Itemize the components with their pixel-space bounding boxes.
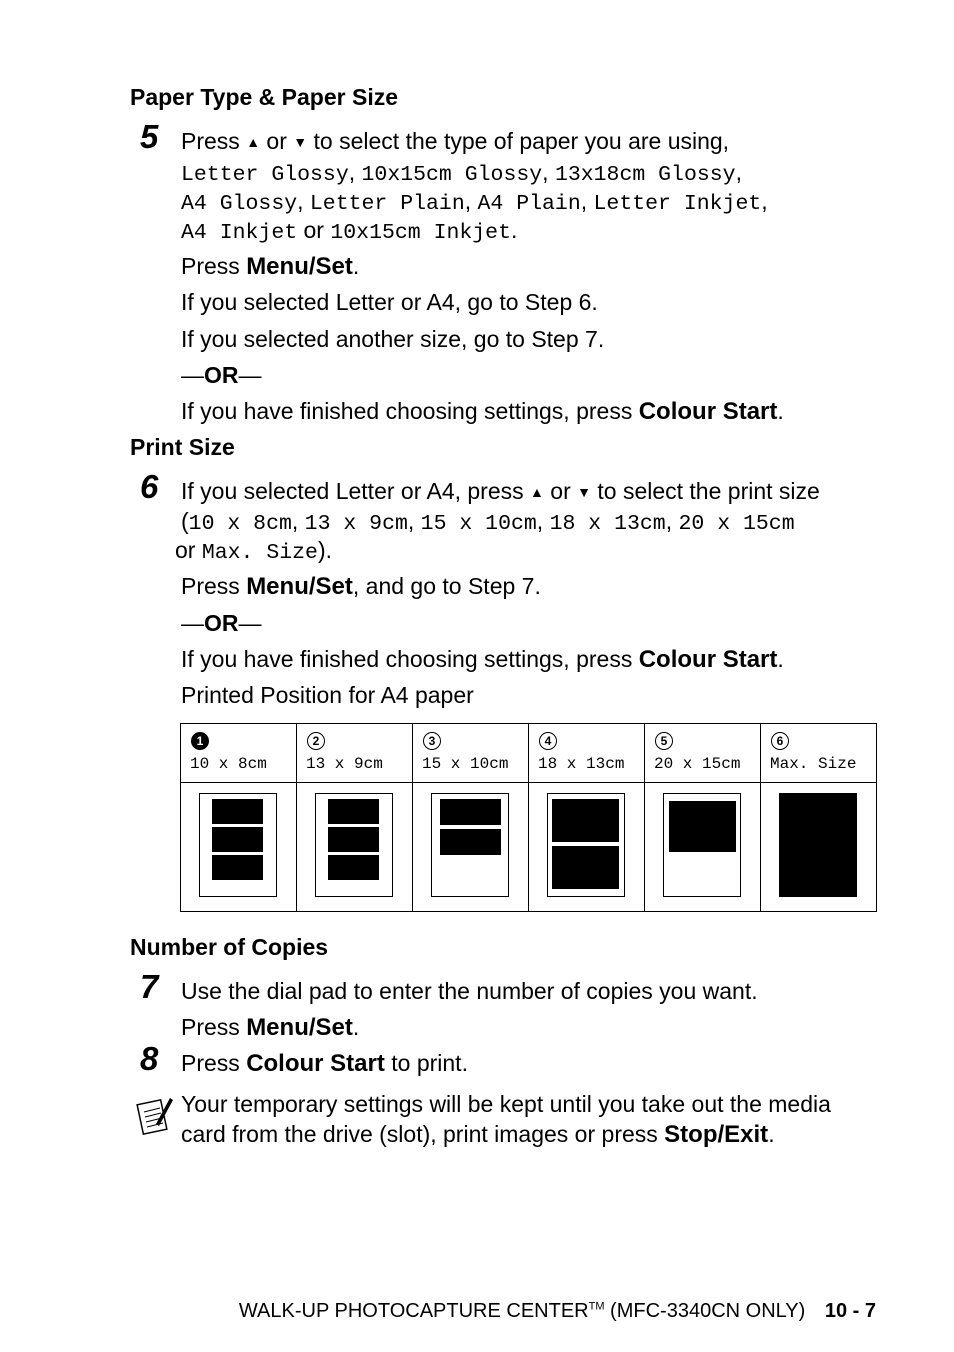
diagram-cell-20x15 — [645, 783, 761, 912]
size-label: 10 x 8cm — [190, 755, 267, 773]
stop-exit-key: Stop/Exit — [664, 1121, 769, 1148]
text: , and go to Step 7. — [352, 573, 541, 599]
dash: — — [181, 610, 204, 636]
option: Max. Size — [201, 541, 318, 565]
option: 10x15cm Glossy — [361, 163, 543, 187]
paper-type-options-line1 — [181, 158, 742, 189]
paren: ( — [181, 508, 189, 534]
print-size-options-line1 — [181, 507, 795, 538]
footer-text: WALK-UP PHOTOCAPTURE CENTER — [238, 1300, 589, 1322]
text: Press — [181, 1050, 247, 1076]
step-number-5: 5 — [140, 118, 159, 155]
option: Letter Glossy — [181, 163, 349, 187]
table-header-cell — [529, 724, 645, 783]
sep: , — [348, 159, 362, 185]
instruction-another-size: If you selected another size, go to Step 7. — [181, 326, 605, 352]
option: A4 Inkjet — [181, 221, 298, 245]
note-pad-icon — [136, 1094, 176, 1136]
a4-paper-diagram — [315, 793, 393, 897]
step5-line1 — [181, 127, 729, 156]
trademark: TM — [588, 1300, 605, 1313]
text: If you selected Letter or A4, press — [181, 478, 531, 504]
text: card from the drive (slot), print images or press — [181, 1121, 665, 1147]
diagram-cell-10x8 — [181, 783, 297, 912]
size-label: Max. Size — [770, 755, 857, 773]
text: to select the type of paper you are using, — [307, 128, 730, 154]
sep: , — [464, 188, 478, 214]
paren: ). — [317, 537, 333, 563]
table-header-cell — [645, 724, 761, 783]
paper-type-options-line2 — [181, 187, 768, 218]
sep: , — [297, 188, 310, 214]
photo-block — [440, 829, 501, 855]
a4-paper-diagram — [663, 793, 741, 897]
period: . — [768, 1121, 775, 1147]
table-header-cell — [761, 724, 877, 783]
option: Letter Inkjet — [593, 192, 762, 216]
print-size-options-line2 — [175, 536, 333, 567]
printed-position-table — [180, 723, 877, 912]
photo-block — [328, 855, 379, 880]
text: If you have finished choosing settings, press — [181, 646, 639, 672]
down-triangle-icon: ▼ — [293, 134, 308, 150]
or-divider — [181, 609, 262, 637]
or-word: or — [297, 217, 331, 243]
a4-paper-diagram — [779, 793, 857, 897]
colour-start-key: Colour Start — [638, 646, 778, 673]
period: . — [777, 646, 784, 672]
press-menu-set-step7 — [181, 572, 541, 601]
footer-model: (MFC-3340CN ONLY) — [604, 1300, 806, 1322]
circled-number-2: 2 — [307, 732, 325, 750]
photo-block — [212, 827, 263, 852]
circled-number-6: 6 — [771, 732, 789, 750]
menu-set-key: Menu/Set — [246, 253, 353, 280]
step6-line1 — [181, 477, 820, 506]
circled-number-5: 5 — [655, 732, 673, 750]
note-line1: Your temporary settings will be kept until you take out the media — [181, 1091, 831, 1117]
page-footer — [239, 1300, 876, 1323]
option: 10 x 8cm — [188, 512, 292, 536]
sep: , — [580, 188, 594, 214]
text: Press — [181, 253, 247, 279]
a4-paper-diagram — [547, 793, 625, 897]
section-heading-print-size: Print Size — [130, 434, 235, 460]
down-triangle-icon: ▼ — [577, 484, 591, 500]
photo-block — [552, 846, 619, 889]
dash: — — [238, 362, 262, 388]
sep: , — [665, 508, 679, 534]
photo-block — [212, 799, 263, 824]
photo-block — [440, 799, 501, 825]
sep: , — [291, 508, 305, 534]
section-heading-paper-type: Paper Type & Paper Size — [130, 84, 399, 110]
a4-paper-diagram — [199, 793, 277, 897]
size-label: 15 x 10cm — [422, 755, 509, 773]
or-word: or — [175, 537, 202, 563]
photo-block — [212, 855, 263, 880]
step-number-8: 8 — [140, 1040, 159, 1077]
size-label: 18 x 13cm — [538, 755, 625, 773]
dash: — — [181, 362, 204, 388]
step7-text: Use the dial pad to enter the number of copies you want. — [181, 978, 758, 1004]
table-diagram-row — [181, 783, 877, 912]
diagram-cell-18x13 — [529, 783, 645, 912]
a4-paper-diagram — [431, 793, 509, 897]
text: or — [260, 128, 294, 154]
up-triangle-icon: ▲ — [530, 484, 544, 500]
or-text: OR — [204, 362, 239, 388]
table-header-cell — [413, 724, 529, 783]
colour-start-key: Colour Start — [638, 398, 778, 425]
text: to print. — [384, 1050, 468, 1076]
circled-number-1: 1 — [191, 732, 209, 750]
option: A4 Glossy — [181, 192, 298, 216]
page-number: 10 - 7 — [824, 1300, 876, 1322]
table-header-cell — [297, 724, 413, 783]
photo-block — [328, 799, 379, 824]
photo-block — [669, 801, 736, 852]
option: 20 x 15cm — [678, 512, 795, 536]
table-header-cell — [181, 724, 297, 783]
photo-block — [552, 799, 619, 842]
press-menu-set — [181, 252, 359, 281]
table-header-row — [181, 724, 877, 783]
period: . — [511, 217, 518, 243]
menu-set-key: Menu/Set — [246, 573, 353, 600]
text: to select the print size — [590, 478, 820, 504]
section-heading-number-of-copies: Number of Copies — [130, 934, 329, 960]
circled-number-4: 4 — [539, 732, 557, 750]
sep: , — [407, 508, 421, 534]
period: . — [352, 253, 360, 279]
option: 13 x 9cm — [304, 512, 408, 536]
sep: , — [761, 188, 768, 214]
colour-start-key: Colour Start — [246, 1050, 385, 1077]
up-triangle-icon: ▲ — [246, 134, 261, 150]
option: A4 Plain — [477, 192, 581, 216]
diagram-cell-15x10 — [413, 783, 529, 912]
sep: , — [542, 159, 555, 185]
photo-block — [328, 827, 379, 852]
sep: , — [735, 159, 742, 185]
paper-type-options-line3 — [181, 216, 517, 247]
option: Letter Plain — [309, 192, 465, 216]
diagram-cell-max-size — [761, 783, 877, 912]
size-label: 13 x 9cm — [306, 755, 383, 773]
printed-position-caption: Printed Position for A4 paper — [181, 682, 474, 708]
option: 18 x 13cm — [549, 512, 666, 536]
option: 15 x 10cm — [420, 512, 537, 536]
text: If you have finished choosing settings, press — [181, 398, 639, 424]
text: Press — [181, 128, 247, 154]
or-divider — [181, 361, 262, 389]
text: or — [543, 478, 578, 504]
finished-colour-start — [181, 645, 784, 674]
sep: , — [536, 508, 550, 534]
step8-text — [181, 1049, 468, 1078]
diagram-cell-13x9 — [297, 783, 413, 912]
step-number-6: 6 — [140, 468, 159, 505]
note-line2 — [181, 1120, 775, 1149]
option: 13x18cm Glossy — [554, 163, 736, 187]
or-text: OR — [204, 610, 239, 636]
press-menu-set — [181, 1013, 359, 1042]
text: Press — [181, 1014, 247, 1040]
period: . — [777, 398, 784, 424]
period: . — [352, 1014, 360, 1040]
option: 10x15cm Inkjet — [330, 221, 511, 245]
step-number-7: 7 — [140, 968, 159, 1005]
circled-number-3: 3 — [423, 732, 441, 750]
menu-set-key: Menu/Set — [246, 1014, 353, 1041]
instruction-letter-a4: If you selected Letter or A4, go to Step 6. — [181, 289, 598, 315]
dash: — — [238, 610, 262, 636]
size-label: 20 x 15cm — [654, 755, 741, 773]
text: Press — [181, 573, 247, 599]
finished-colour-start — [181, 397, 784, 426]
